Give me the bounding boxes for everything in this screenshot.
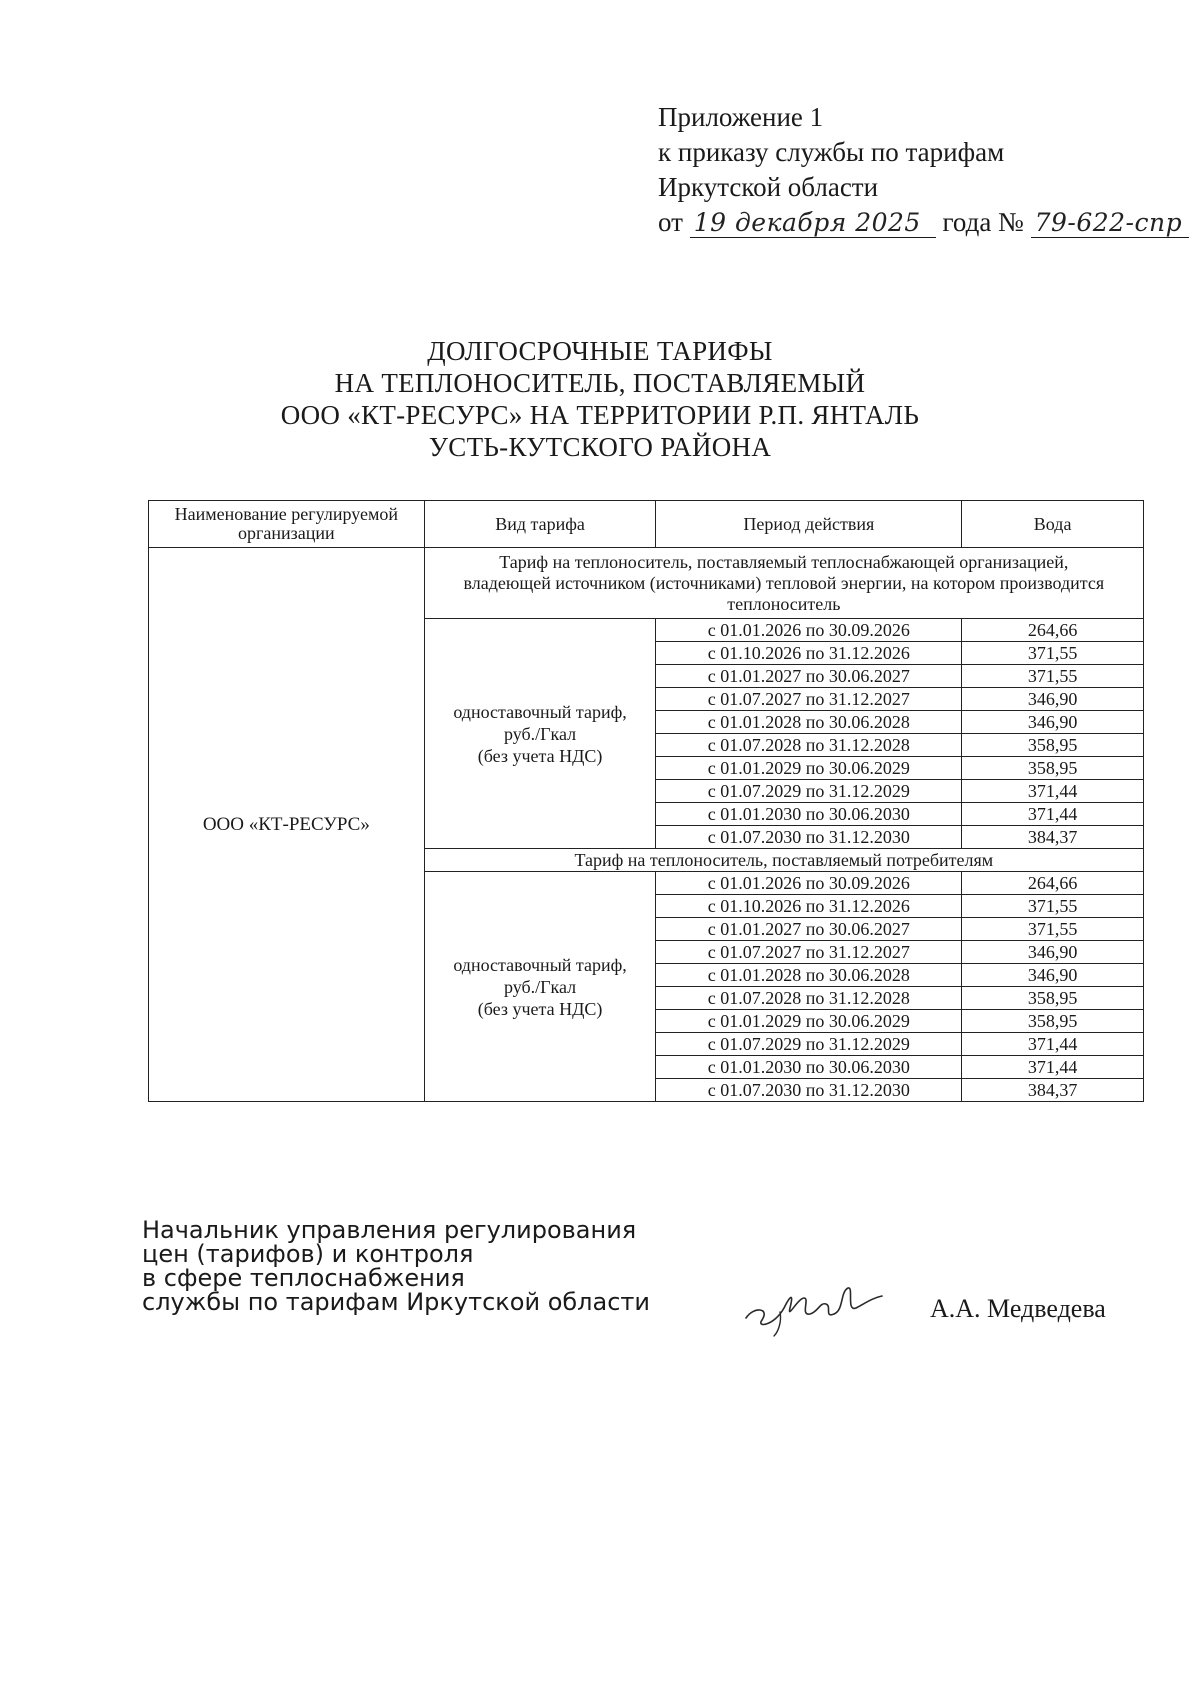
period-cell: с 01.07.2028 по 31.12.2028 xyxy=(656,734,962,757)
period-cell: с 01.07.2028 по 31.12.2028 xyxy=(656,987,962,1010)
period-cell: с 01.01.2027 по 30.06.2027 xyxy=(656,918,962,941)
period-cell: с 01.07.2029 по 31.12.2029 xyxy=(656,780,962,803)
water-value-cell: 384,37 xyxy=(962,826,1144,849)
tariff-table xyxy=(148,500,1144,1102)
kind-line-2: руб./Гкал xyxy=(503,976,577,997)
signer-line-3: в сфере теплоснабжения xyxy=(142,1264,465,1292)
signer-line-4: службы по тарифам Иркутской области xyxy=(142,1288,650,1316)
period-cell: с 01.10.2026 по 31.12.2026 xyxy=(656,642,962,665)
kind-line-3: (без учета НДС) xyxy=(477,998,603,1019)
water-value-cell: 346,90 xyxy=(962,941,1144,964)
water-value-cell: 358,95 xyxy=(962,757,1144,780)
title-line-3: ООО «КТ-РЕСУРС» НА ТЕРРИТОРИИ Р.П. ЯНТАЛЬ xyxy=(280,400,920,430)
appendix-title: Приложение 1 xyxy=(658,102,824,132)
period-cell: с 01.01.2029 по 30.06.2029 xyxy=(656,757,962,780)
period-cell: с 01.01.2028 по 30.06.2028 xyxy=(656,711,962,734)
handwritten-signature xyxy=(740,1268,890,1338)
title-line-2: НА ТЕПЛОНОСИТЕЛЬ, ПОСТАВЛЯЕМЫЙ xyxy=(334,368,866,398)
section2-title: Тариф на теплоноситель, поставляемый потребителям xyxy=(424,849,1143,872)
water-value-cell: 346,90 xyxy=(962,688,1144,711)
water-value-cell: 358,95 xyxy=(962,734,1144,757)
year-label: года № xyxy=(942,207,1024,237)
kind-line-1: одноставочный тариф, xyxy=(453,701,627,722)
water-value-cell: 371,55 xyxy=(962,665,1144,688)
header-period: Период действия xyxy=(656,501,962,548)
period-cell: с 01.01.2030 по 30.06.2030 xyxy=(656,1056,962,1079)
period-cell: с 01.01.2026 по 30.09.2026 xyxy=(656,872,962,895)
org-name-cell: ООО «КТ-РЕСУРС» xyxy=(149,548,425,1102)
tariff-table-body xyxy=(149,548,1144,1102)
period-cell: с 01.07.2030 по 31.12.2030 xyxy=(656,1079,962,1102)
section1-title-row xyxy=(149,548,1144,619)
water-value-cell: 371,55 xyxy=(962,918,1144,941)
period-cell: с 01.07.2027 по 31.12.2027 xyxy=(656,688,962,711)
period-cell: с 01.01.2027 по 30.06.2027 xyxy=(656,665,962,688)
water-value-cell: 371,55 xyxy=(962,895,1144,918)
from-prefix: от xyxy=(658,207,683,237)
title-line-4: УСТЬ-КУТСКОГО РАЙОНА xyxy=(428,432,772,462)
water-value-cell: 371,55 xyxy=(962,642,1144,665)
section2-kind-cell xyxy=(424,872,656,1102)
water-value-cell: 346,90 xyxy=(962,964,1144,987)
header-water: Вода xyxy=(962,501,1144,548)
appendix-date-line xyxy=(658,205,1189,240)
water-value-cell: 346,90 xyxy=(962,711,1144,734)
signer-line-2: цен (тарифов) и контроля xyxy=(142,1240,474,1268)
water-value-cell: 358,95 xyxy=(962,1010,1144,1033)
water-value-cell: 371,44 xyxy=(962,780,1144,803)
table-header-row xyxy=(149,501,1144,548)
section1-kind-cell xyxy=(424,619,656,849)
water-value-cell: 264,66 xyxy=(962,872,1144,895)
handwritten-order-number: 79-622-спр xyxy=(1031,209,1189,238)
title-line-1: ДОЛГОСРОЧНЫЕ ТАРИФЫ xyxy=(427,336,773,366)
signer-name: А.А. Медведева xyxy=(930,1294,1106,1323)
appendix-header xyxy=(658,100,1189,240)
period-cell: с 01.01.2029 по 30.06.2029 xyxy=(656,1010,962,1033)
document-title xyxy=(0,335,1200,463)
signer-position xyxy=(142,1218,650,1314)
handwritten-date: 19 декабря 2025 xyxy=(690,209,936,238)
section1-title: Тариф на теплоноситель, поставляемый теплоснабжающей организацией, владеющей источником (источниками) тепловой энергии, на котором производится теплоноситель xyxy=(424,548,1143,619)
water-value-cell: 371,44 xyxy=(962,1033,1144,1056)
kind-line-3: (без учета НДС) xyxy=(477,745,603,766)
period-cell: с 01.07.2029 по 31.12.2029 xyxy=(656,1033,962,1056)
appendix-order-ref: к приказу службы по тарифам xyxy=(658,137,1005,167)
header-kind: Вид тарифа xyxy=(424,501,656,548)
water-value-cell: 371,44 xyxy=(962,1056,1144,1079)
kind-line-1: одноставочный тариф, xyxy=(453,954,627,975)
water-value-cell: 371,44 xyxy=(962,803,1144,826)
signer-line-1: Начальник управления регулирования xyxy=(142,1216,637,1244)
period-cell: с 01.07.2027 по 31.12.2027 xyxy=(656,941,962,964)
period-cell: с 01.01.2028 по 30.06.2028 xyxy=(656,964,962,987)
period-cell: с 01.01.2026 по 30.09.2026 xyxy=(656,619,962,642)
period-cell: с 01.07.2030 по 31.12.2030 xyxy=(656,826,962,849)
kind-line-2: руб./Гкал xyxy=(503,723,577,744)
period-cell: с 01.01.2030 по 30.06.2030 xyxy=(656,803,962,826)
water-value-cell: 358,95 xyxy=(962,987,1144,1010)
period-cell: с 01.10.2026 по 31.12.2026 xyxy=(656,895,962,918)
water-value-cell: 384,37 xyxy=(962,1079,1144,1102)
water-value-cell: 264,66 xyxy=(962,619,1144,642)
appendix-region: Иркутской области xyxy=(658,172,879,202)
header-org: Наименование регулируемой организации xyxy=(149,501,425,548)
